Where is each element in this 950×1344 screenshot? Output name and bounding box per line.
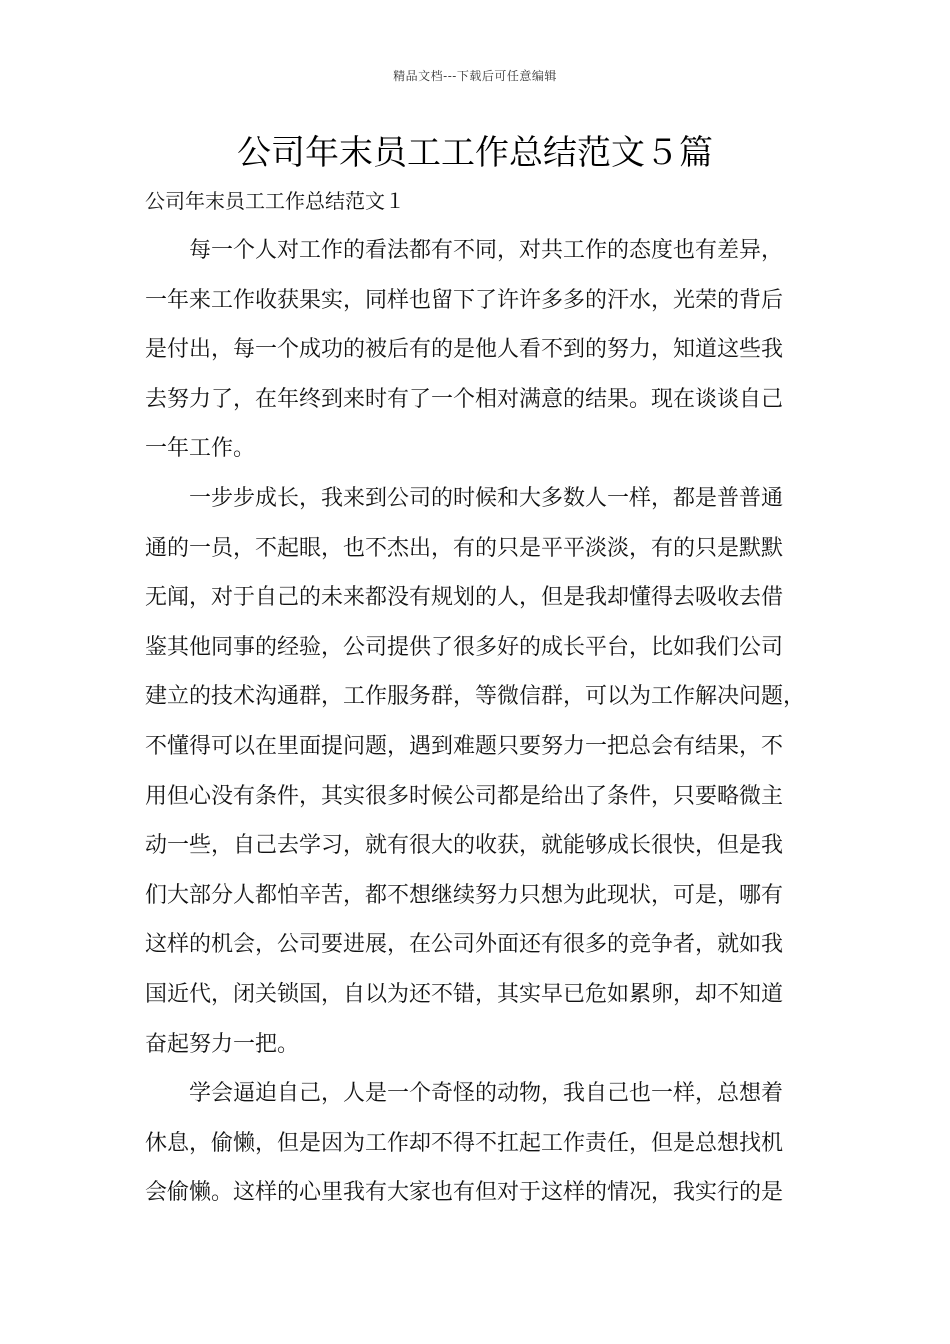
paragraph-1-line-5: 一年工作。	[145, 436, 256, 462]
paragraph-1-line-4: 去努力了，在年终到来时有了一个相对满意的结果。现在谈谈自己	[145, 386, 784, 412]
paragraph-2-line-7: 用但心没有条件，其实很多时候公司都是给出了条件，只要略微主	[145, 783, 784, 809]
paragraph-3-line-3: 会偷懒。这样的心里我有大家也有但对于这样的情况，我实行的是	[145, 1180, 784, 1206]
paragraph-3-line-1: 学会逼迫自己，人是一个奇怪的动物，我自己也一样，总想着	[189, 1081, 784, 1107]
paragraph-2-line-12: 奋起努力一把。	[145, 1031, 300, 1057]
paragraph-3-line-2: 休息，偷懒，但是因为工作却不得不扛起工作责任，但是总想找机	[145, 1130, 784, 1156]
paragraph-2-line-10: 这样的机会，公司要进展，在公司外面还有很多的竞争者，就如我	[145, 932, 784, 958]
paragraph-1-line-1: 每一个人对工作的看法都有不同，对共工作的态度也有差异，	[189, 238, 784, 263]
paragraph-2-line-6: 不懂得可以在里面提问题，遇到难题只要努力一把总会有结果，不	[145, 733, 784, 759]
header-note: 精品文档---下载后可任意编辑	[393, 69, 557, 83]
paragraph-2-line-11: 国近代，闭关锁国，自以为还不错，其实早已危如累卵，却不知道	[145, 981, 784, 1007]
paragraph-2-line-1: 一步步成长，我来到公司的时候和大多数人一样，都是普普通	[189, 485, 784, 511]
paragraph-2-line-2: 通的一员，不起眼，也不杰出，有的只是平平淡淡，有的只是默默	[145, 535, 784, 561]
paragraph-1-line-3: 是付出，每一个成功的被后有的是他人看不到的努力，知道这些我	[145, 337, 784, 363]
document-title: 公司年末员工工作总结范文５篇	[237, 133, 713, 173]
paragraph-2-line-3: 无闻，对于自己的未来都没有规划的人，但是我却懂得去吸收去借	[145, 585, 784, 611]
paragraph-2-line-5: 建立的技术沟通群，工作服务群，等微信群，可以为工作解决问题，	[145, 684, 806, 710]
paragraph-2-line-9: 们大部分人都怕辛苦，都不想继续努力只想为此现状，可是，哪有	[145, 882, 784, 908]
paragraph-2-line-8: 动一些，自己去学习，就有很大的收获，就能够成长很快，但是我	[145, 833, 784, 859]
paragraph-1-line-2: 一年来工作收获果实，同样也留下了许许多多的汗水，光荣的背后	[145, 287, 784, 313]
section-heading: 公司年末员工工作总结范文１	[145, 189, 405, 213]
document-body	[145, 226, 825, 1218]
paragraph-2-line-4: 鉴其他同事的经验，公司提供了很多好的成长平台，比如我们公司	[145, 634, 784, 660]
